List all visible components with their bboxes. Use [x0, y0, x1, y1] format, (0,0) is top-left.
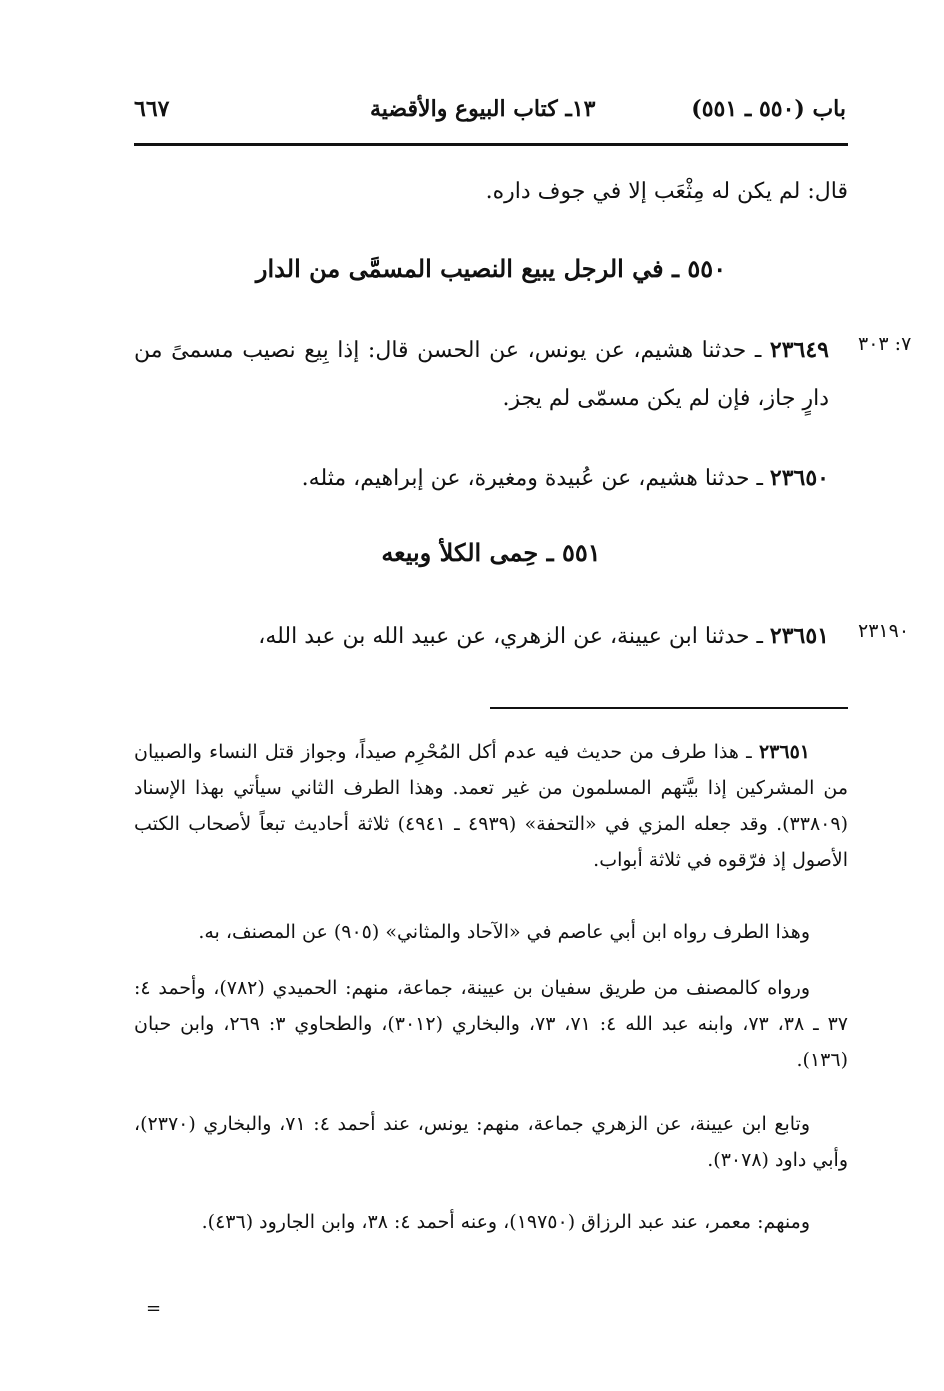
hadith-23651: [134, 612, 829, 661]
page-number: ٦٦٧: [134, 96, 170, 122]
margin-reference-23649: ٧: ٣٠٣: [858, 333, 912, 355]
footnote-paragraph-5: ومنهم: معمر، عند عبد الرزاق (١٩٧٥٠)، وعنه أحمد ٤: ٣٨، وابن الجارود (٤٣٦).: [201, 1211, 810, 1233]
margin-reference-23651: ٢٣١٩٠: [858, 620, 910, 642]
hadith-text: ـ حدثنا هشيم، عن يونس، عن الحسن قال: إذا بِيع نصيب مسمىً من دارٍ جاز، فإن لم يكن مسمّى لم يجز.: [134, 338, 829, 411]
intro-line: قال: لم يكن له مِثْعَب إلا في جوف داره.: [485, 179, 848, 204]
continuation-mark: =: [146, 1298, 162, 1319]
footnote-paragraph-1: [134, 734, 848, 878]
footnote-paragraph-4: وتابع ابن عيينة، عن الزهري جماعة، منهم: يونس، عند أحمد ٤: ٧١، والبخاري (٢٣٧٠)، وأبي داود (٣٠٧٨).: [134, 1113, 848, 1171]
hadith-number: ٢٣٦٤٩: [769, 337, 829, 363]
hadith-number: ٢٣٦٥٠: [769, 465, 829, 491]
hadith-text: ـ حدثنا ابن عيينة، عن الزهري، عن عبيد الله بن عبد الله،: [258, 624, 770, 649]
hadith-23649: [134, 326, 829, 423]
hadith-23650: [134, 454, 829, 503]
hadith-number: ٢٣٦٥١: [769, 623, 829, 649]
hadith-text: ـ حدثنا هشيم، عن عُبيدة ومغيرة، عن إبراهيم، مثله.: [301, 466, 770, 491]
book-title: ١٣ـ كتاب البيوع والأقضية: [370, 96, 596, 122]
footnote-number: ٢٣٦٥١: [758, 741, 810, 763]
section-heading-550: ٥٥٠ ـ في الرجل يبيع النصيب المسمَّى من الدار: [255, 254, 727, 283]
header-rule: [134, 143, 848, 146]
footnote-rule: [490, 707, 848, 709]
footnote-paragraph-3: ورواه كالمصنف من طريق سفيان بن عيينة، جماعة، منهم: الحميدي (٧٨٢)، وأحمد ٤: ٣٧ ـ ٣٨، ٧٣، وابنه عبد الله ٤: ٧١، ٧٣، والبخاري (٣٠١٢)، والطحاوي ٣: ٢٦٩، وابن حبان (١٣٦).: [134, 977, 848, 1071]
chapter-range: باب (٥٥٠ ـ ٥٥١): [691, 96, 846, 122]
section-heading-551: ٥٥١ ـ حِمى الكلأ وبيعه: [381, 538, 601, 567]
footnote-paragraph-2: وهذا الطرف رواه ابن أبي عاصم في «الآحاد والمثاني» (٩٠٥) عن المصنف، به.: [198, 921, 810, 943]
footnote-text: ـ هذا طرف من حديث فيه عدم أكل المُحْرِم صيداً، وجواز قتل النساء والصبيان من المشركين إذا بيَّتهم المسلمون من غير تعمد. وهذا الطرف الثاني سيأتي بهذا الإسناد (٣٣٨٠٩). وقد جعله المزي في «التحفة» (٤٩٣٩ ـ ٤٩٤١) ثلاثة أحاديث تبعاً لأصحاب الكتب الأصول إذ فرّقوه في ثلاثة أبواب.: [134, 741, 848, 871]
